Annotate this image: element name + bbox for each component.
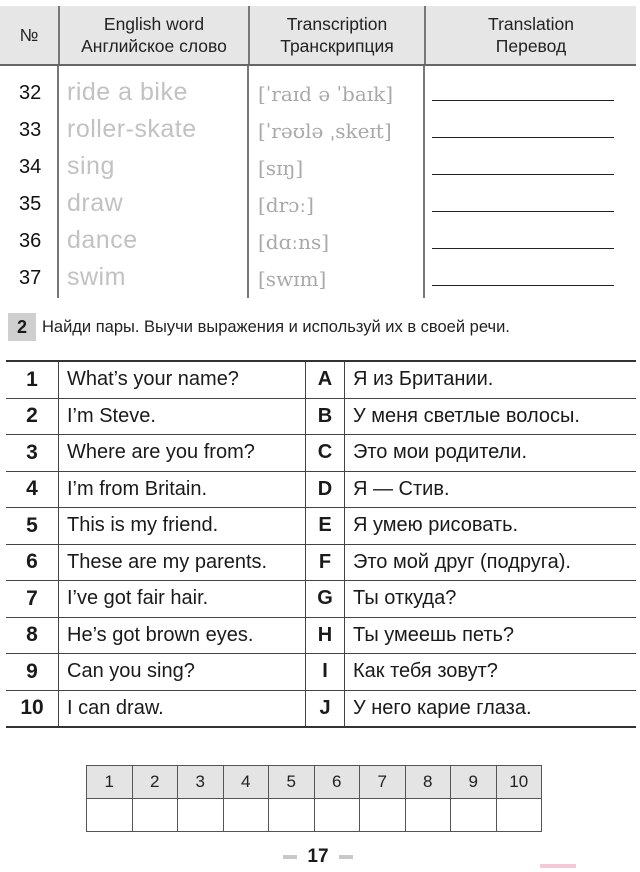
- vocab-word: swim: [67, 263, 126, 291]
- english-phrase: Where are you from?: [59, 435, 306, 472]
- vocab-word: draw: [67, 189, 124, 217]
- english-phrase: I’ve got fair hair.: [59, 581, 306, 618]
- item-letter: D: [306, 471, 345, 508]
- vocab-number: 35: [19, 193, 42, 215]
- vocab-transcription: [dɑːns]: [258, 230, 330, 254]
- answer-cell[interactable]: [451, 799, 497, 832]
- vocab-row: [0, 113, 636, 150]
- vocab-transcription: [sɪŋ]: [258, 156, 304, 180]
- vocab-row: [0, 187, 636, 224]
- translation-blank[interactable]: [432, 285, 614, 286]
- table-row: [6, 690, 636, 727]
- answer-grid: [86, 765, 542, 832]
- item-number: 6: [6, 544, 59, 581]
- vocab-word: dance: [67, 226, 138, 254]
- answer-number: 5: [269, 766, 315, 799]
- answer-number: 3: [178, 766, 224, 799]
- decorative-dash: [339, 855, 353, 859]
- english-phrase: This is my friend.: [59, 508, 306, 545]
- item-letter: A: [306, 361, 345, 398]
- answer-number: 7: [360, 766, 406, 799]
- task-heading: [8, 312, 510, 342]
- item-letter: B: [306, 398, 345, 435]
- vocab-row: [0, 261, 636, 298]
- table-row: [6, 471, 636, 508]
- item-letter: H: [306, 617, 345, 654]
- decorative-mark: [540, 864, 576, 868]
- vocab-row: [0, 224, 636, 261]
- item-letter: C: [306, 435, 345, 472]
- answer-cell[interactable]: [314, 799, 360, 832]
- russian-phrase: Я из Британии.: [345, 361, 637, 398]
- table-row: [6, 544, 636, 581]
- vocabulary-header: [0, 6, 636, 66]
- english-phrase: He’s got brown eyes.: [59, 617, 306, 654]
- item-letter: I: [306, 654, 345, 691]
- russian-phrase: У него карие глаза.: [345, 690, 637, 727]
- vocabulary-table: [0, 6, 636, 298]
- table-row: [6, 617, 636, 654]
- russian-phrase: Как тебя зовут?: [345, 654, 637, 691]
- english-phrase: I’m Steve.: [59, 398, 306, 435]
- vocabulary-body: [0, 66, 636, 298]
- answer-number: 4: [223, 766, 269, 799]
- vocab-row: [0, 150, 636, 187]
- matching-table: [6, 360, 636, 728]
- russian-phrase: Ты откуда?: [345, 581, 637, 618]
- answer-number: 8: [405, 766, 451, 799]
- task-number-badge: 2: [8, 313, 36, 341]
- english-phrase: These are my parents.: [59, 544, 306, 581]
- table-row: [6, 361, 636, 398]
- item-letter: E: [306, 508, 345, 545]
- item-letter: G: [306, 581, 345, 618]
- english-phrase: I can draw.: [59, 690, 306, 727]
- page-number: 17: [307, 846, 329, 867]
- answer-number: 9: [451, 766, 497, 799]
- answer-number: 6: [314, 766, 360, 799]
- decorative-dash: [283, 855, 297, 859]
- item-letter: J: [306, 690, 345, 727]
- answer-cell[interactable]: [132, 799, 178, 832]
- item-number: 3: [6, 435, 59, 472]
- item-number: 7: [6, 581, 59, 618]
- vocab-transcription: [ˈrəʊlə ˌskeɪt]: [258, 119, 392, 143]
- russian-phrase: Это мой друг (подруга).: [345, 544, 637, 581]
- answer-number: 1: [87, 766, 133, 799]
- vocab-transcription: [swɪm]: [258, 267, 327, 291]
- vocab-number: 37: [19, 267, 42, 289]
- item-number: 9: [6, 654, 59, 691]
- table-row: [6, 398, 636, 435]
- answer-grid-blanks: [87, 799, 542, 832]
- item-number: 1: [6, 361, 59, 398]
- item-number: 8: [6, 617, 59, 654]
- table-row: [6, 581, 636, 618]
- table-row: [6, 435, 636, 472]
- answer-cell[interactable]: [178, 799, 224, 832]
- item-number: 5: [6, 508, 59, 545]
- answer-cell[interactable]: [360, 799, 406, 832]
- header-number: №: [19, 25, 39, 45]
- translation-blank[interactable]: [432, 248, 614, 249]
- vocab-word: sing: [67, 152, 115, 180]
- task-instruction: Найди пары. Выучи выражения и используй их в своей речи.: [42, 317, 510, 336]
- answer-cell[interactable]: [223, 799, 269, 832]
- item-number: 10: [6, 690, 59, 727]
- vocab-word: roller-skate: [67, 115, 197, 143]
- vocab-word: ride a bike: [67, 78, 188, 106]
- translation-blank[interactable]: [432, 100, 614, 101]
- header-translation: Translation Перевод: [424, 6, 636, 64]
- header-transcription: Transcription Транскрипция: [248, 6, 424, 64]
- table-row: [6, 654, 636, 691]
- vocab-row: [0, 76, 636, 113]
- russian-phrase: Я умею рисовать.: [345, 508, 637, 545]
- vocab-number: 36: [19, 230, 42, 252]
- header-english-word: English word Английское слово: [58, 6, 248, 64]
- vocab-number: 33: [19, 119, 42, 141]
- translation-blank[interactable]: [432, 174, 614, 175]
- russian-phrase: Ты умеешь петь?: [345, 617, 637, 654]
- english-phrase: What’s your name?: [59, 361, 306, 398]
- answer-cell[interactable]: [405, 799, 451, 832]
- russian-phrase: Я — Стив.: [345, 471, 637, 508]
- answer-cell[interactable]: [496, 799, 542, 832]
- vocab-number: 32: [19, 82, 42, 104]
- answer-cell[interactable]: [269, 799, 315, 832]
- answer-number: 2: [132, 766, 178, 799]
- answer-grid-header: [87, 766, 542, 799]
- item-number: 2: [6, 398, 59, 435]
- russian-phrase: Это мои родители.: [345, 435, 637, 472]
- english-phrase: I’m from Britain.: [59, 471, 306, 508]
- vocab-transcription: [drɔː]: [258, 193, 314, 217]
- translation-blank[interactable]: [432, 137, 614, 138]
- answer-number: 10: [496, 766, 542, 799]
- translation-blank[interactable]: [432, 211, 614, 212]
- vocab-transcription: [ˈraɪd ə ˈbaɪk]: [258, 82, 394, 106]
- vocab-number: 34: [19, 156, 42, 178]
- answer-cell[interactable]: [87, 799, 133, 832]
- english-phrase: Can you sing?: [59, 654, 306, 691]
- item-letter: F: [306, 544, 345, 581]
- table-row: [6, 508, 636, 545]
- item-number: 4: [6, 471, 59, 508]
- russian-phrase: У меня светлые волосы.: [345, 398, 637, 435]
